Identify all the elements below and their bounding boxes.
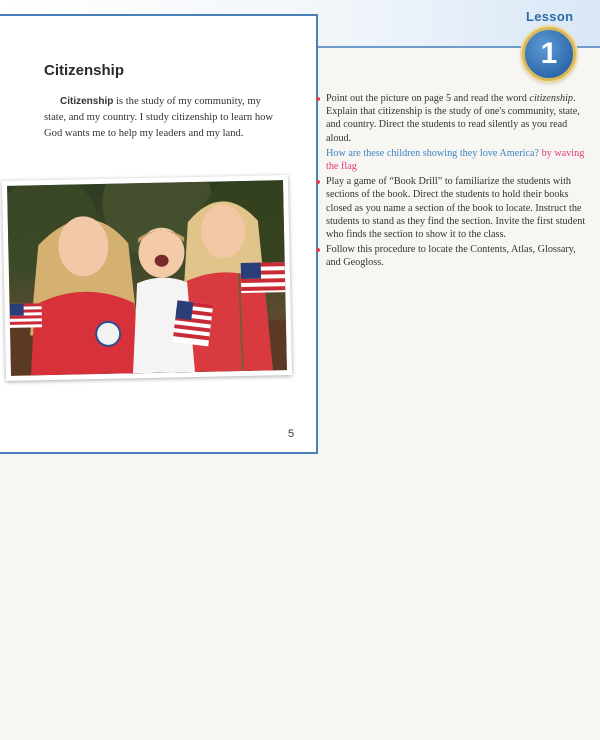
page-number: 5 (288, 428, 295, 440)
list-item (316, 243, 586, 269)
page-title: Citizenship (44, 62, 125, 79)
list-item (316, 175, 586, 241)
note-1-text-continued: . Explain that citizenship is the study of one's community, state, and country. Direct the students to read silently as you read aloud. (326, 93, 580, 144)
bullet-icon (316, 97, 320, 101)
photo-illustration (7, 180, 287, 376)
answer-text: by waving the flag (326, 147, 585, 173)
bullet-icon (316, 180, 320, 184)
note-2-text: Play a game of “Book Drill” to familiarize the students with sections of the book. Direct the students to hold their books closed as you name a section of the book to locate. Instruct the students to stand as they find the section. Invite the first student who finds the section to show it to the class. (326, 176, 586, 241)
lesson-number-badge (522, 27, 576, 81)
intro-text: is the study of my community, my state, and my country. I study citizenship to learn how God wants me to help my leaders and my land. (44, 96, 274, 139)
american-flag-icon-left (10, 303, 42, 328)
children-with-flags-photo (7, 180, 287, 376)
bullet-icon (316, 248, 320, 252)
photo-frame (2, 175, 292, 381)
list-item (316, 92, 586, 145)
intro-paragraph (44, 94, 276, 142)
note-1-text: Point out the picture on page 5 and read the word (326, 93, 530, 104)
discussion-question (316, 147, 586, 173)
note-3-text: Follow this procedure to locate the Contents, Atlas, Glossary, and Geogloss. (326, 244, 576, 269)
intro-term: Citizenship (60, 96, 114, 107)
teacher-notes (316, 92, 586, 272)
lesson-label: Lesson (526, 9, 574, 24)
lesson-number: 1 (540, 37, 558, 70)
question-text: How are these children showing they love America? (326, 147, 540, 159)
note-1-term: citizenship (529, 93, 573, 104)
